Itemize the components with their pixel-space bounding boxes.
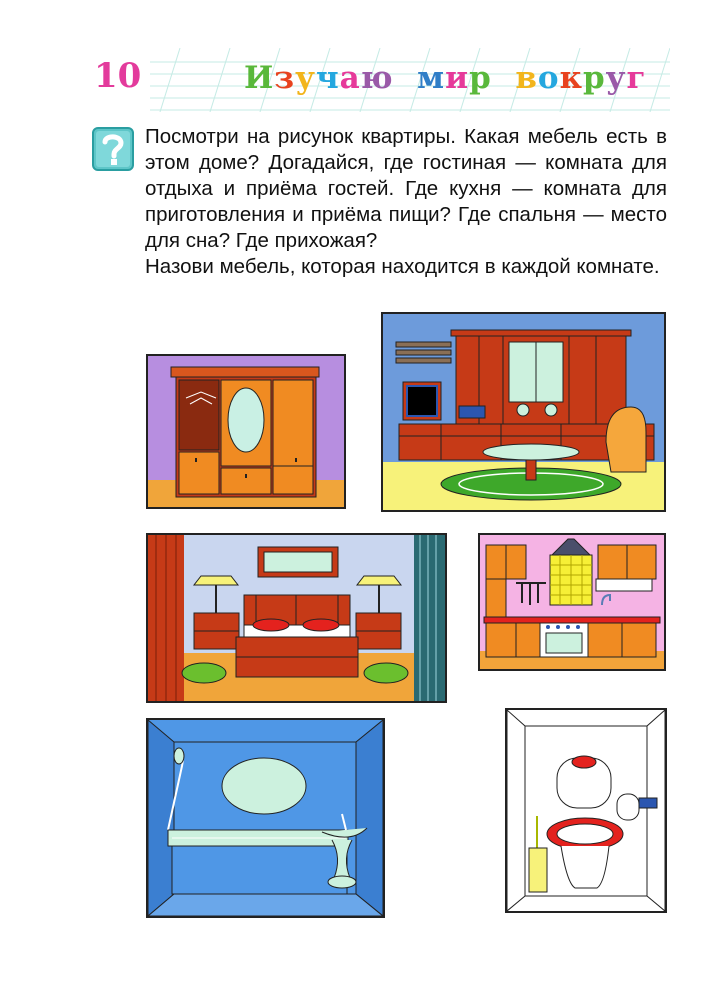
title-letter: о [537,60,560,96]
kitchen-picture [478,533,666,671]
question-mark-icon [92,127,134,171]
page-title [244,60,647,96]
hallway-picture [146,354,346,509]
title-letter: р [582,60,606,96]
title-letter: р [469,60,492,96]
title-letter [492,60,516,96]
title-letter [394,60,418,96]
title-letter: у [605,60,627,96]
bathroom-picture [146,718,385,918]
page-number: 10 [94,56,142,96]
title-letter: у [295,60,316,96]
title-letter: в [515,60,538,96]
question-paragraph-1: Посмотри на рисунок квартиры. Какая мебель есть в этом доме? Догадайся, где гостиная — комната для отдыха и приёма гостей. Где кухня — комната для приготовления и приёма пищи? Где спальня — место для сна? Где прихожая? [145,125,667,252]
title-letter: и [445,60,470,96]
question-text [145,124,667,280]
bedroom-picture [146,533,447,703]
toilet-picture [505,708,667,913]
title-letter: м [417,60,446,96]
title-letter: к [559,60,583,96]
title-letter: з [274,60,296,96]
title-letter: а [339,60,361,96]
title-letter: И [244,60,275,96]
living-room-picture [381,312,666,512]
question-paragraph-2: Назови мебель, которая находится в каждой комнате. [145,255,660,278]
title-letter: ю [360,60,394,96]
title-letter: г [626,60,647,96]
title-letter: ч [315,60,340,96]
